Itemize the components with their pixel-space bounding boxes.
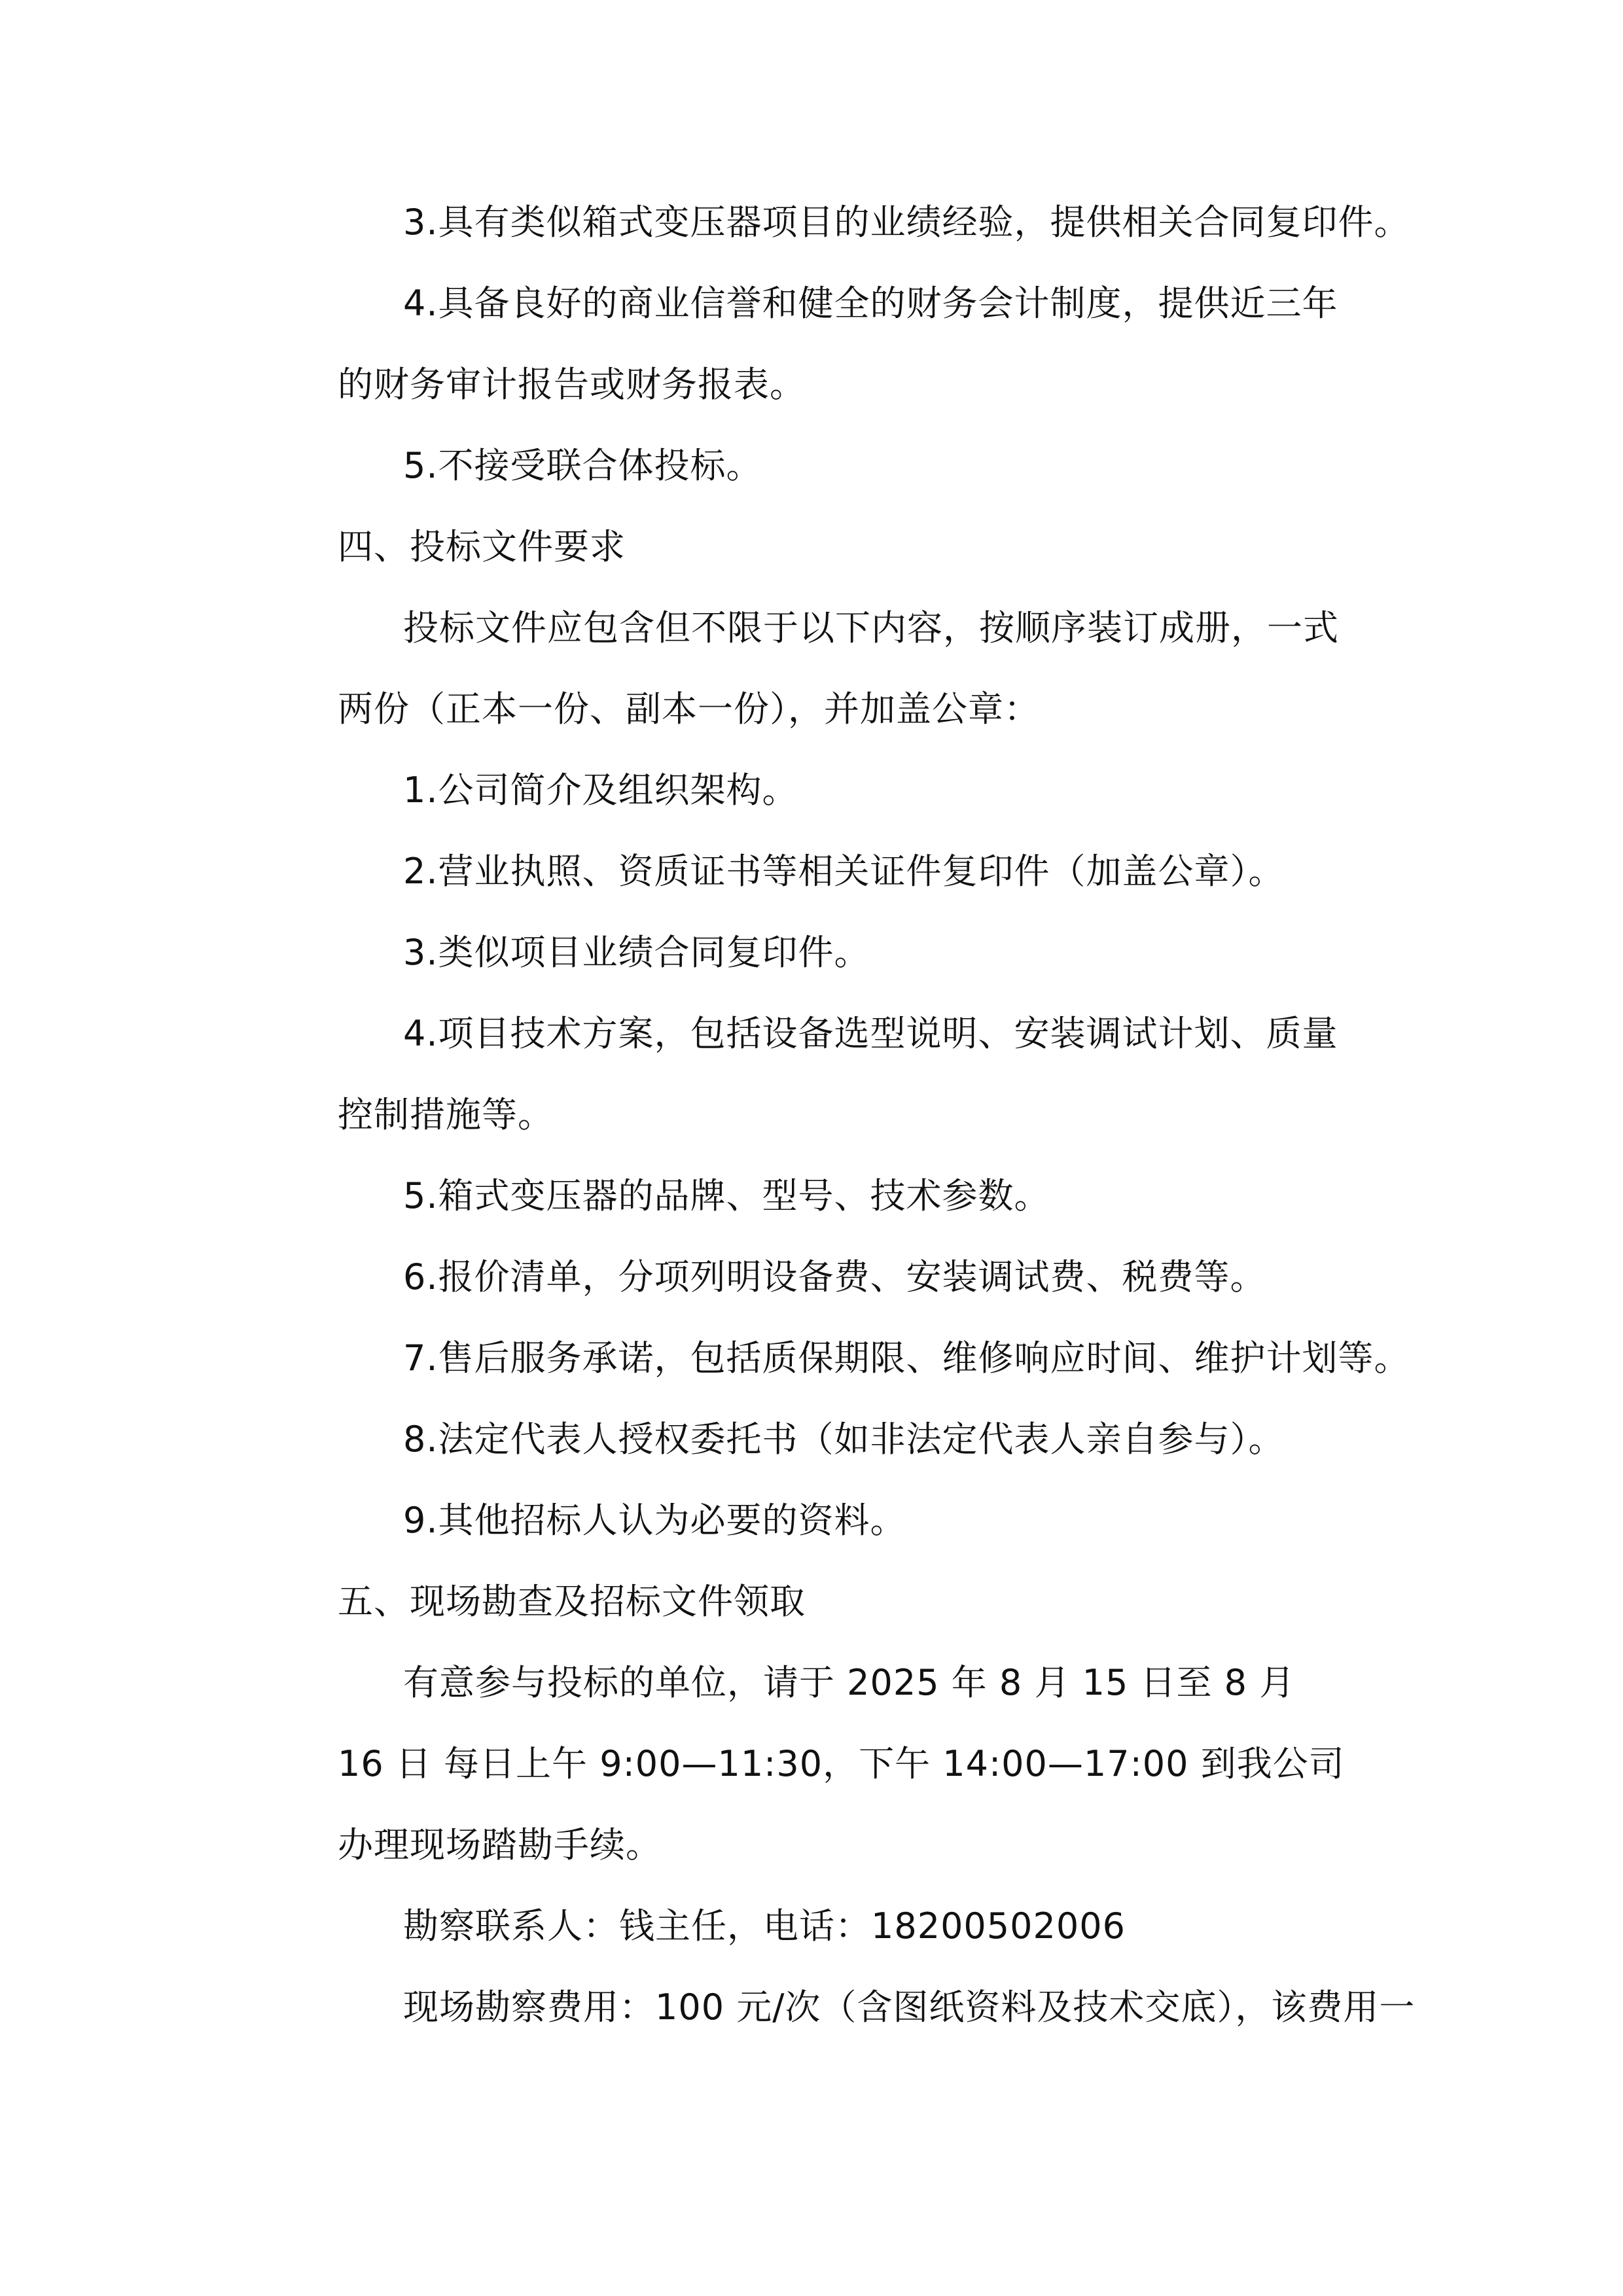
- bid-document-item-7: 7.售后服务承诺，包括质保期限、维修响应时间、维护计划等。: [403, 1337, 1410, 1379]
- section-heading-bid-documents: 四、投标文件要求: [338, 526, 626, 567]
- bid-document-item-3: 3.类似项目业绩合同复印件。: [403, 932, 870, 973]
- qualification-item-4: 4.具备良好的商业信誉和健全的财务会计制度，提供近三年的财务审计报告或财务报表。: [338, 283, 1338, 405]
- qualification-item-3: 3.具有类似箱式变压器项目的业绩经验，提供相关合同复印件。: [403, 202, 1410, 243]
- site-survey-schedule: 有意参与投标的单位，请于 2025 年 8 月 15 日至 8 月 16 日 每日上午 9:00—11:30，下午 14:00—17:00 到我公司办理现场踏勘手续。: [338, 1662, 1345, 1865]
- bid-document-item-8: 8.法定代表人授权委托书（如非法定代表人亲自参与）。: [403, 1419, 1285, 1460]
- bid-documents-intro: 投标文件应包含但不限于以下内容，按顺序装订成册，一式两份（正本一份、副本一份），并加盖公章：: [338, 607, 1339, 730]
- bid-document-item-9: 9.其他招标人认为必要的资料。: [403, 1500, 906, 1541]
- bid-document-item-1: 1.公司简介及组织架构。: [403, 769, 798, 811]
- bid-document-item-5: 5.箱式变压器的品牌、型号、技术参数。: [403, 1175, 1050, 1216]
- site-survey-contact: 勘察联系人：钱主任，电话：18200502006: [403, 1905, 1126, 1947]
- site-survey-fee: 现场勘察费用：100 元/次（含图纸资料及技术交底），该费用一: [403, 1987, 1416, 2028]
- document-body: [338, 182, 1416, 2048]
- qualification-item-5: 5.不接受联合体投标。: [403, 445, 762, 486]
- bid-document-item-4: 4.项目技术方案，包括设备选型说明、安装调试计划、质量控制措施等。: [338, 1013, 1338, 1135]
- section-heading-site-survey: 五、现场勘查及招标文件领取: [338, 1581, 806, 1622]
- bid-document-item-2: 2.营业执照、资质证书等相关证件复印件（加盖公章）。: [403, 851, 1285, 892]
- bid-document-item-6: 6.报价清单，分项列明设备费、安装调试费、税费等。: [403, 1256, 1266, 1298]
